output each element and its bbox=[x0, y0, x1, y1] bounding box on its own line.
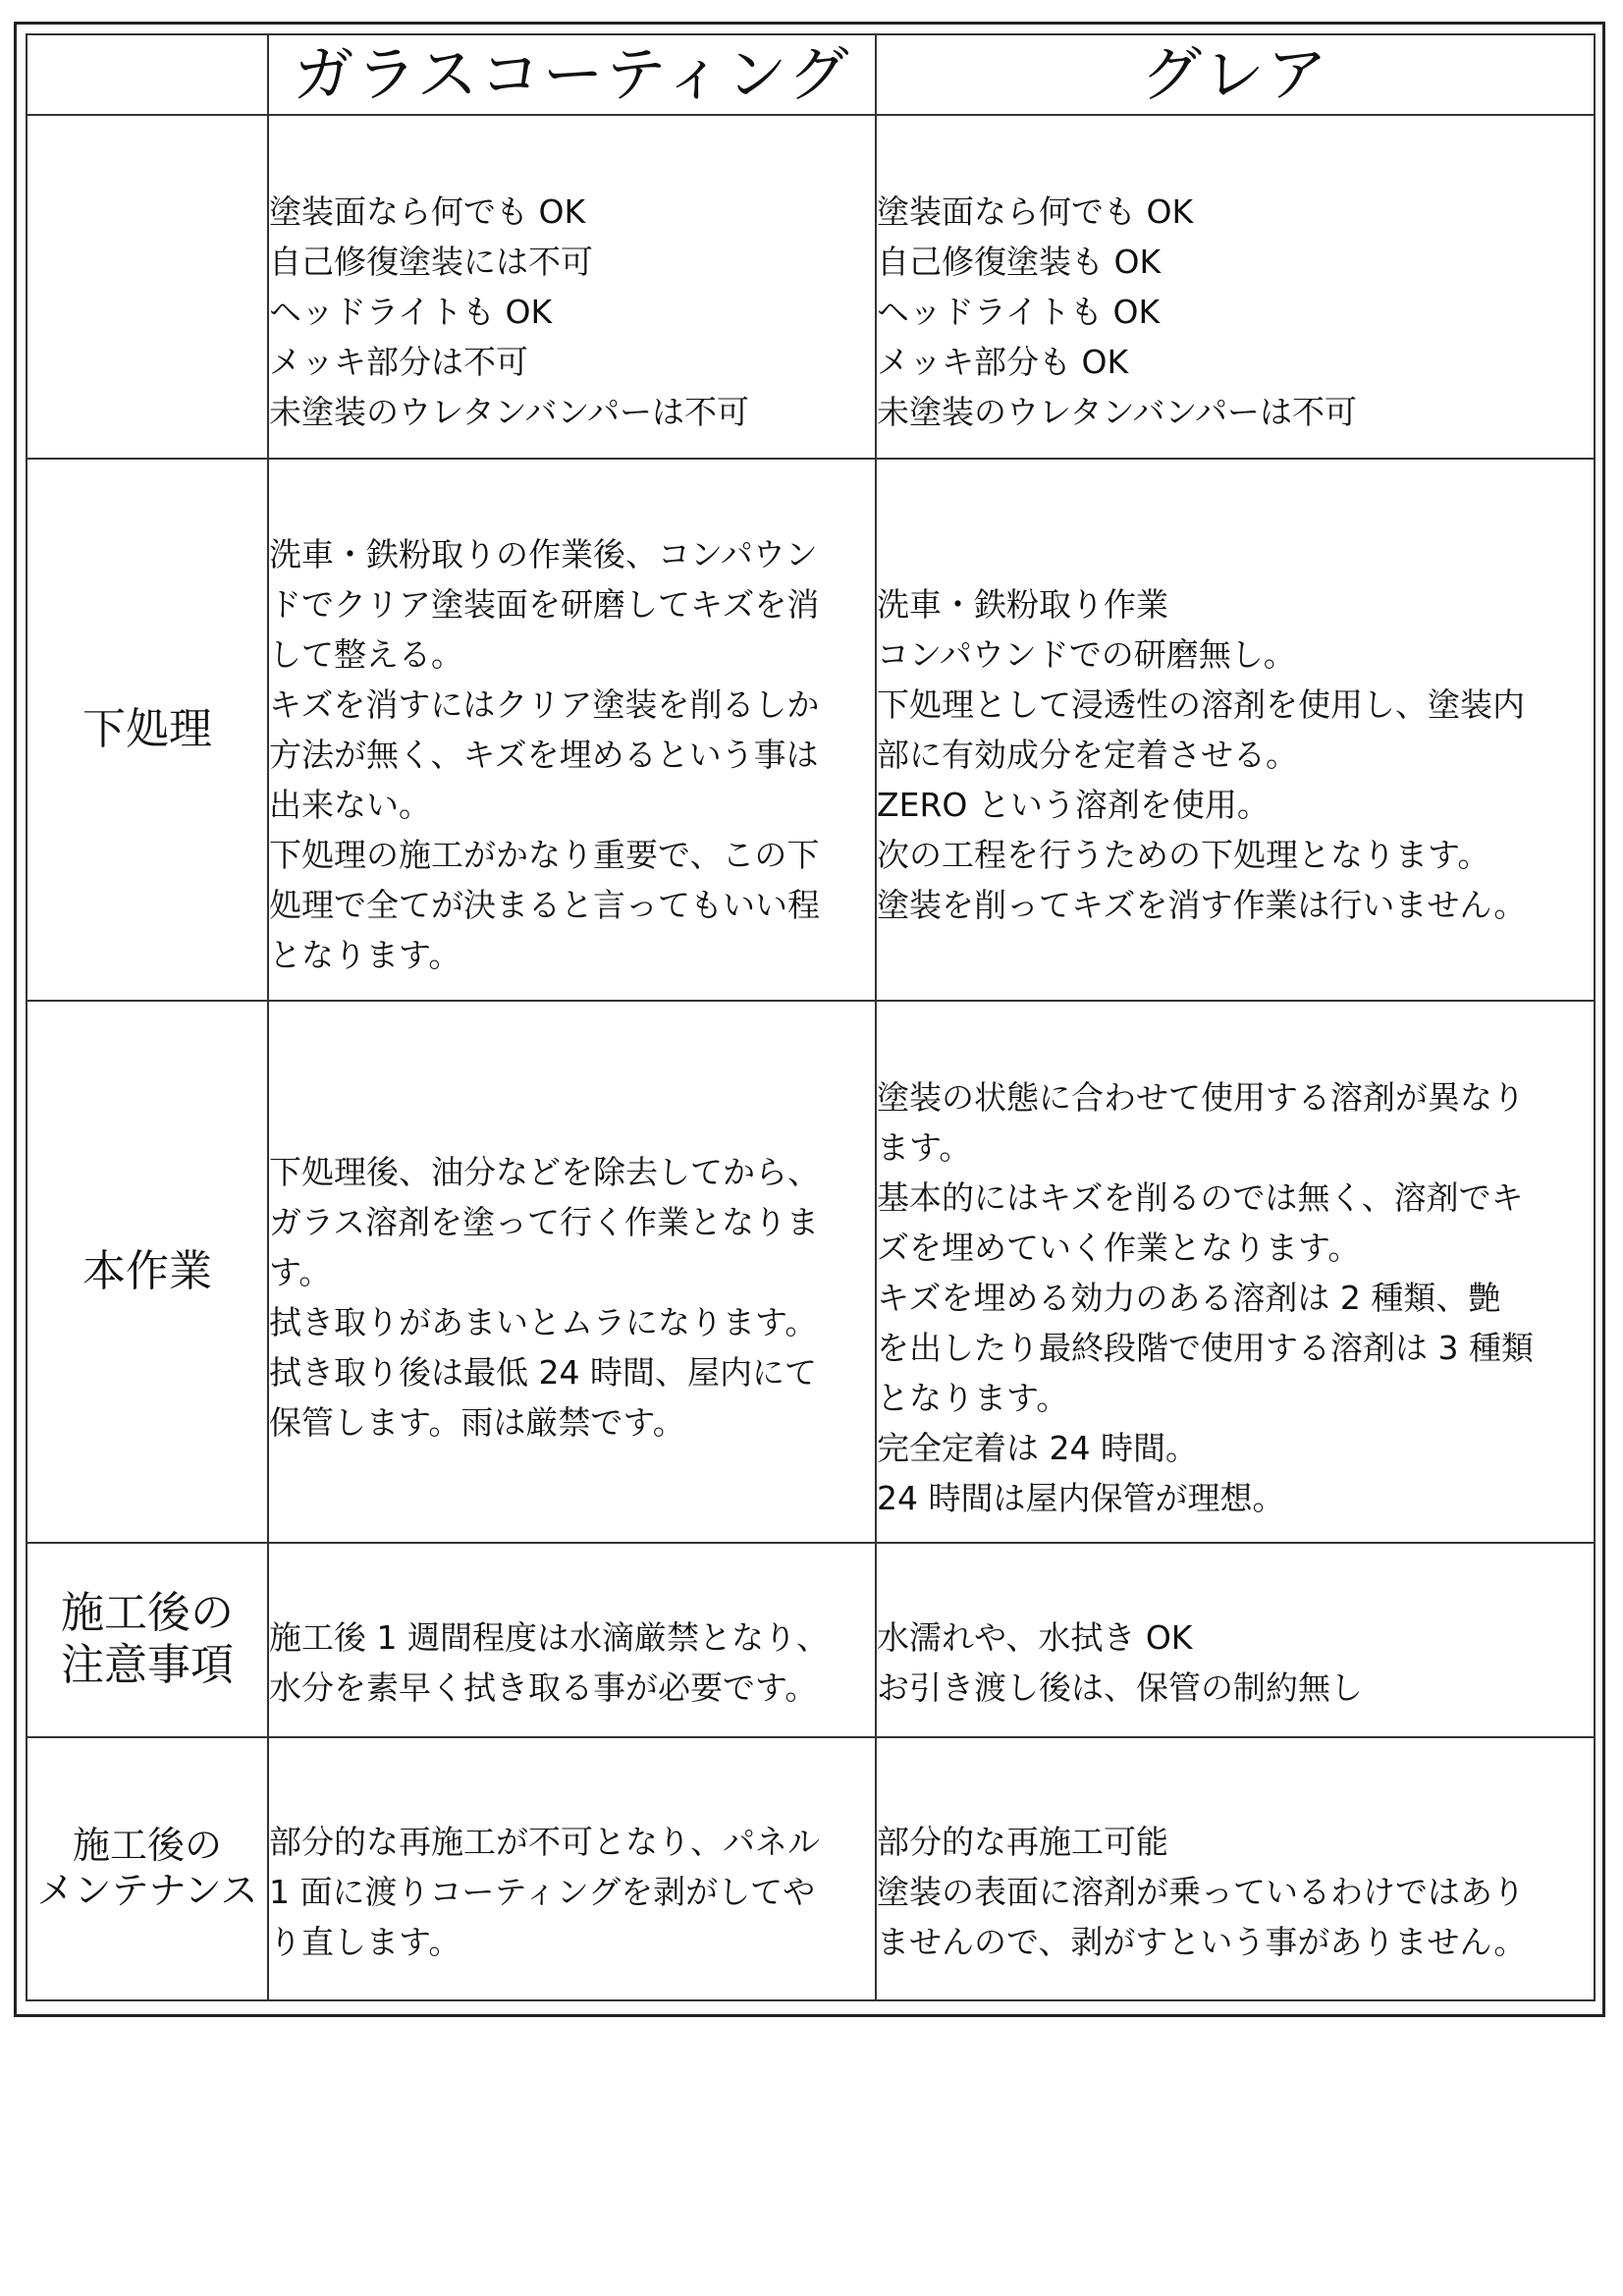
text-line: 処理で全てが決まると言ってもいい程 bbox=[269, 885, 820, 924]
text-line: コンパウンドでの研磨無し。 bbox=[877, 634, 1296, 674]
text-line: 水濡れや、水拭き OK bbox=[877, 1618, 1193, 1657]
glare-maintenance-cell bbox=[876, 1737, 1595, 2000]
glare-applicability-cell bbox=[876, 115, 1595, 459]
table-row-maintenance bbox=[27, 1737, 1595, 2000]
header-blank-cell bbox=[27, 34, 268, 115]
text-line: 自己修復塗装には不可 bbox=[269, 242, 593, 281]
row-label-applicability bbox=[27, 115, 268, 459]
text-line: 塗装面なら何でも OK bbox=[269, 191, 586, 231]
text-line: となります。 bbox=[269, 935, 461, 974]
text-line: キズを消すにはクリア塗装を削るしか bbox=[269, 684, 820, 724]
glare-main-work-cell bbox=[876, 1001, 1595, 1543]
text-line: を出したり最終段階で使用する溶剤は 3 種類 bbox=[877, 1328, 1534, 1367]
text-line: ヘッドライトも OK bbox=[877, 292, 1161, 331]
text-line: キズを埋める効力のある溶剤は 2 種類、艶 bbox=[877, 1278, 1501, 1317]
text-line: 出来ない。 bbox=[269, 785, 431, 824]
glare-aftercare-cell bbox=[876, 1543, 1595, 1737]
text-line: 下処理後、油分などを除去してから、 bbox=[269, 1153, 820, 1191]
glass-maintenance-cell bbox=[268, 1737, 876, 2000]
text-line: お引き渡し後は、保管の制約無し bbox=[877, 1668, 1363, 1707]
row-label-aftercare-notes bbox=[27, 1543, 268, 1737]
text-line: 部分的な再施工が不可となり、パネル bbox=[269, 1822, 820, 1861]
table-row-applicability bbox=[27, 115, 1595, 459]
table-row-pretreatment bbox=[27, 459, 1595, 1001]
row-label-main-work: 本作業 bbox=[27, 1001, 268, 1543]
text-line: 基本的にはキズを削るのでは無く、溶剤でキ bbox=[877, 1177, 1524, 1217]
row-label-pretreatment: 下処理 bbox=[27, 459, 268, 1001]
text-line: 拭き取り後は最低 24 時間、屋内にて bbox=[269, 1353, 817, 1392]
text-line: 完全定着は 24 時間。 bbox=[877, 1428, 1198, 1467]
text-line: メッキ部分は不可 bbox=[269, 342, 528, 381]
text-line: ドでクリア塗装面を研磨してキズを消 bbox=[269, 584, 820, 624]
table-row-aftercare-notes bbox=[27, 1543, 1595, 1737]
text-line: ズを埋めていく作業となります。 bbox=[877, 1228, 1361, 1267]
text-line: 未塗装のウレタンバンパーは不可 bbox=[269, 392, 750, 431]
text-line: 次の工程を行うための下処理となります。 bbox=[877, 835, 1490, 874]
text-line: 部分的な再施工可能 bbox=[877, 1822, 1168, 1861]
glare-pretreatment-cell bbox=[876, 459, 1595, 1001]
text-line: 水分を素早く拭き取る事が必要です。 bbox=[269, 1668, 818, 1707]
row-label-maintenance bbox=[27, 1737, 268, 2000]
glass-applicability-cell bbox=[268, 115, 876, 459]
table-row-main-work bbox=[27, 1001, 1595, 1543]
text-line: ZERO という溶剤を使用。 bbox=[877, 785, 1270, 824]
header-glass-coating: ガラスコーティング bbox=[268, 34, 876, 115]
text-line: ガラス溶剤を塗って行く作業となりま bbox=[269, 1203, 820, 1241]
text-line: ませんので、剥がすという事がありません。 bbox=[877, 1922, 1527, 1961]
label-line: 注意事項 bbox=[61, 1640, 234, 1690]
label-line: 施工後の bbox=[72, 1824, 222, 1868]
text-line: 下処理として浸透性の溶剤を使用し、塗装内 bbox=[877, 684, 1525, 724]
text-line: 拭き取りがあまいとムラになります。 bbox=[269, 1303, 818, 1341]
text-line: 施工後 1 週間程度は水滴厳禁となり、 bbox=[269, 1618, 829, 1657]
text-line: 自己修復塗装も OK bbox=[877, 242, 1162, 281]
header-row bbox=[27, 34, 1595, 115]
glass-main-work-cell bbox=[268, 1001, 876, 1543]
label-line: メンテナンス bbox=[36, 1869, 258, 1912]
glass-aftercare-cell bbox=[268, 1543, 876, 1737]
header-glare: グレア bbox=[876, 34, 1595, 115]
text-line: 塗装面なら何でも OK bbox=[877, 191, 1194, 231]
text-line: 塗装を削ってキズを消す作業は行いません。 bbox=[877, 885, 1527, 924]
text-line: 1 面に渡りコーティングを剥がしてや bbox=[269, 1872, 816, 1911]
text-line: 方法が無く、キズを埋めるという事は bbox=[269, 735, 819, 774]
text-line: り直します。 bbox=[269, 1922, 461, 1961]
label-line: 施工後の bbox=[61, 1588, 234, 1639]
text-line: 塗装の状態に合わせて使用する溶剤が異なり bbox=[877, 1077, 1525, 1117]
text-line: ます。 bbox=[877, 1127, 972, 1167]
text-line: ヘッドライトも OK bbox=[269, 292, 553, 331]
text-line: メッキ部分も OK bbox=[877, 342, 1129, 381]
text-line: 24 時間は屋内保管が理想。 bbox=[877, 1478, 1285, 1517]
comparison-table bbox=[26, 33, 1596, 2001]
text-line: す。 bbox=[269, 1253, 332, 1291]
text-line: となります。 bbox=[877, 1378, 1069, 1417]
text-line: 塗装の表面に溶剤が乗っているわけではあり bbox=[877, 1872, 1525, 1911]
text-line: 洗車・鉄粉取りの作業後、コンパウン bbox=[269, 534, 818, 574]
text-line: 下処理の施工がかなり重要で、この下 bbox=[269, 835, 820, 874]
text-line: 保管します。雨は厳禁です。 bbox=[269, 1403, 685, 1442]
glass-pretreatment-cell bbox=[268, 459, 876, 1001]
text-line: 部に有効成分を定着させる。 bbox=[877, 735, 1298, 774]
text-line: 未塗装のウレタンバンパーは不可 bbox=[877, 392, 1358, 431]
text-line: 洗車・鉄粉取り作業 bbox=[877, 584, 1168, 624]
text-line: して整える。 bbox=[269, 634, 463, 674]
